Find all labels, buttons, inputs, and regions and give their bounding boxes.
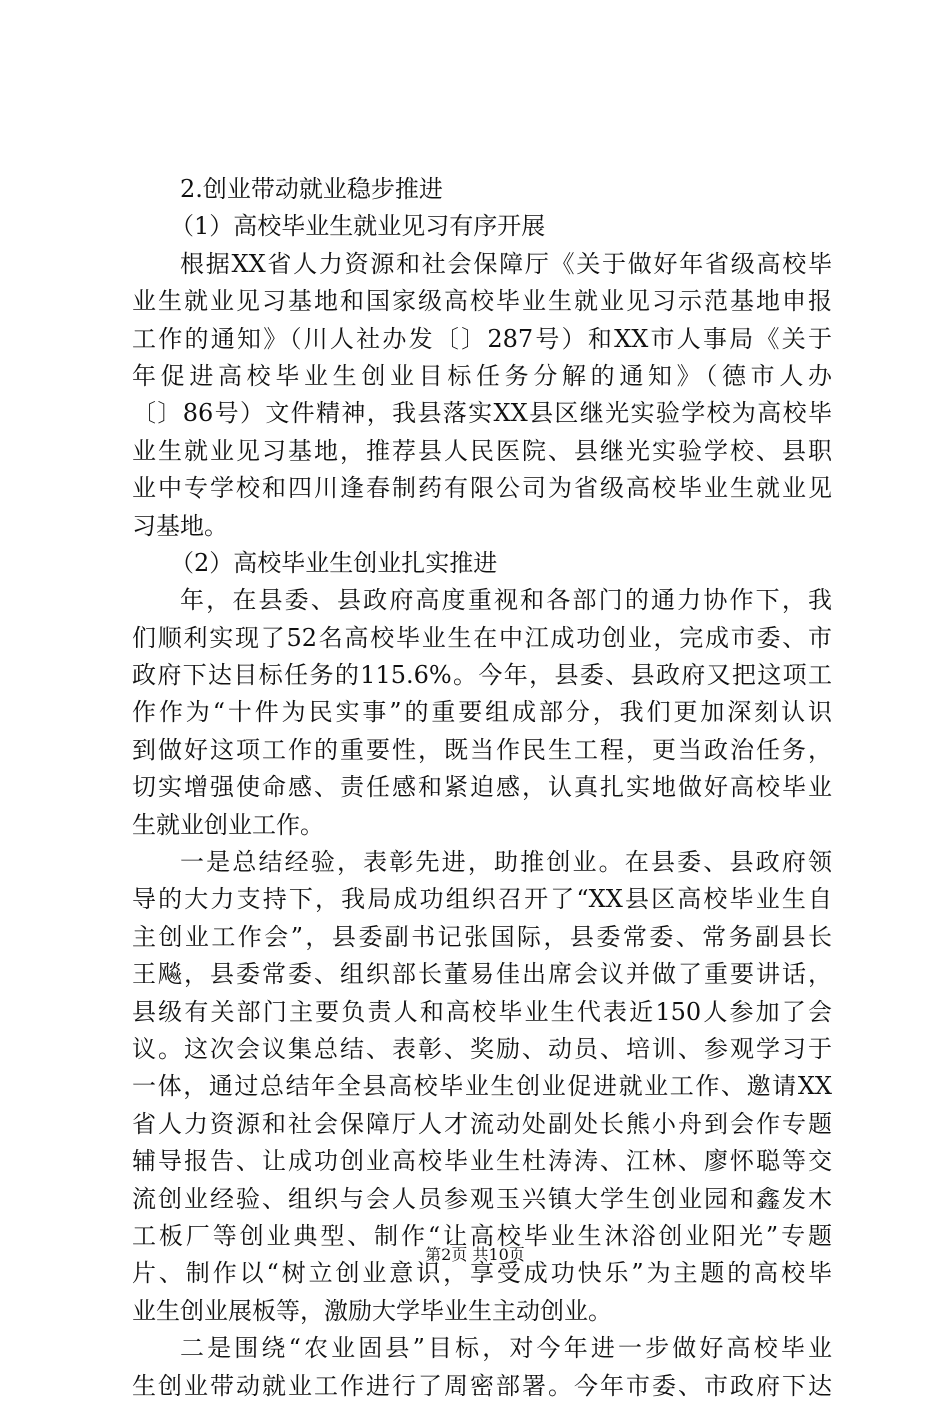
paragraph-line: 省人力资源和社会保障厅人才流动处副处长熊小舟到会作专题 [132,1109,832,1138]
paragraph-line: 政府下达目标任务的115.6%。今年，县委、县政府又把这项工 [132,661,832,690]
paragraph-line: 作作为“十件为民实事”的重要组成部分，我们更加深刻认识 [132,698,832,727]
paragraph-line: 一是总结经验，表彰先进，助推创业。在县委、县政府领 [180,848,832,877]
paragraph-line: 业中专学校和四川逢春制药有限公司为省级高校毕业生就业见 [132,474,832,503]
paragraph-line: 辅导报告、让成功创业高校毕业生杜涛涛、江林、廖怀聪等交 [132,1147,832,1176]
paragraph-line: 年促进高校毕业生创业目标任务分解的通知》（德市人办 [132,361,832,390]
paragraph-line: 工板厂等创业典型、制作“让高校毕业生沐浴创业阳光”专题 [132,1221,832,1250]
paragraph-line: 主创业工作会”，县委副书记张国际，县委常委、常务副县长 [132,922,832,951]
paragraph-line: 导的大力支持下，我局成功组织召开了“XX县区高校毕业生自 [132,885,832,914]
paragraph-line: 县级有关部门主要负责人和高校毕业生代表近150人参加了会 [132,997,832,1026]
paragraph-line: 片、制作以“树立创业意识，享受成功快乐”为主题的高校毕 [132,1259,832,1288]
section-heading: 2.创业带动就业稳步推进 [180,175,443,203]
paragraph-line: 习基地。 [132,511,228,540]
paragraph-line: 二是围绕“农业固县”目标，对今年进一步做好高校毕业 [180,1334,832,1363]
paragraph-line: 流创业经验、组织与会人员参观玉兴镇大学生创业园和鑫发木 [132,1184,832,1213]
subsection-heading: （2）高校毕业生创业扎实推进 [170,548,498,577]
paragraph-line: 年，在县委、县政府高度重视和各部门的通力协作下，我 [180,586,832,615]
paragraph-line: 业生就业见习基地和国家级高校毕业生就业见习示范基地申报 [132,287,832,316]
paragraph-line: 到做好这项工作的重要性，既当作民生工程，更当政治任务， [132,735,832,764]
paragraph-line: 根据XX省人力资源和社会保障厅《关于做好年省级高校毕 [180,249,832,278]
paragraph-line: 生就业创业工作。 [132,810,324,839]
paragraph-line: 们顺利实现了52名高校毕业生在中江成功创业，完成市委、市 [132,623,832,652]
paragraph-line: 〔〕86号）文件精神，我县落实XX县区继光实验学校为高校毕 [132,399,832,428]
paragraph-line: 议。这次会议集总结、表彰、奖励、动员、培训、参观学习于 [132,1034,832,1063]
paragraph-line: 王飚，县委常委、组织部长董易佳出席会议并做了重要讲话， [132,960,832,989]
document-body [132,171,832,1405]
page-footer: 第2页 共10页 [425,1245,525,1264]
paragraph-line: 工作的通知》（川人社办发〔〕287号）和XX市人事局《关于 [132,324,832,353]
paragraph-line: 一体，通过总结年全县高校毕业生创业促进就业工作、邀请XX [132,1072,832,1101]
subsection-heading: （1）高校毕业生就业见习有序开展 [170,212,546,241]
paragraph-line: 切实增强使命感、责任感和紧迫感，认真扎实地做好高校毕业 [132,773,832,802]
paragraph-line: 生创业带动就业工作进行了周密部署。今年市委、市政府下达 [132,1371,832,1400]
paragraph-line: 业生创业展板等，激励大学毕业生主动创业。 [132,1296,612,1325]
paragraph-line: 业生就业见习基地，推荐县人民医院、县继光实验学校、县职 [132,436,832,465]
